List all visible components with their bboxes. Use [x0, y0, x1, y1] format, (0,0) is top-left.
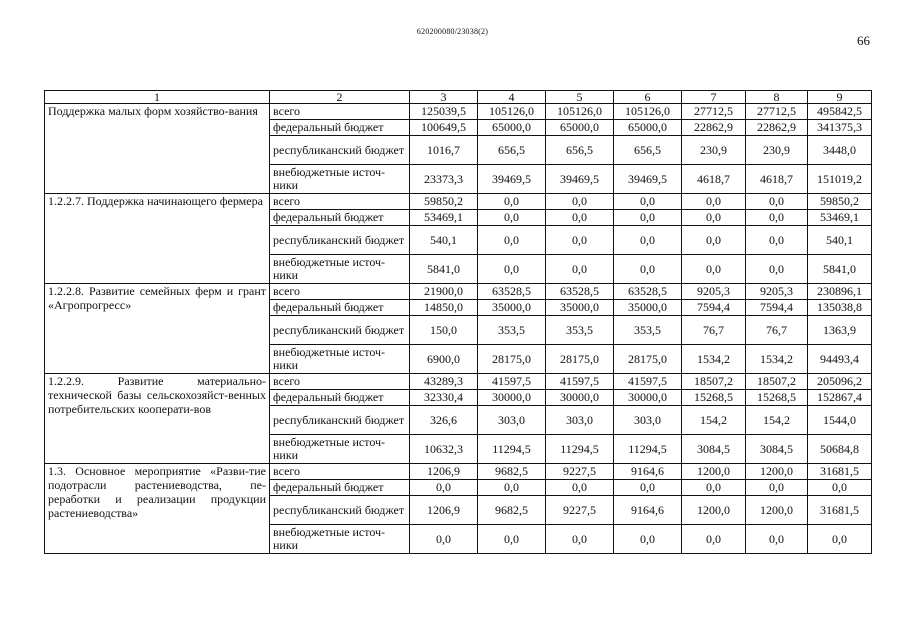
- value-cell: 7594,4: [746, 300, 808, 316]
- value-cell: 39469,5: [478, 165, 546, 194]
- value-cell: 43289,3: [410, 374, 478, 390]
- value-cell: 94493,4: [808, 345, 872, 374]
- value-cell: 15268,5: [682, 390, 746, 406]
- value-cell: 540,1: [410, 226, 478, 255]
- value-cell: 30000,0: [546, 390, 614, 406]
- funding-source-cell: федеральный бюджет: [270, 210, 410, 226]
- value-cell: 27712,5: [682, 104, 746, 120]
- value-cell: 4618,7: [746, 165, 808, 194]
- funding-source-cell: внебюджетные источ-ники: [270, 345, 410, 374]
- value-cell: 0,0: [746, 525, 808, 554]
- value-cell: 76,7: [746, 316, 808, 345]
- table-body: [45, 104, 872, 554]
- value-cell: 10632,3: [410, 435, 478, 464]
- value-cell: 656,5: [478, 136, 546, 165]
- value-cell: 3448,0: [808, 136, 872, 165]
- value-cell: 28175,0: [614, 345, 682, 374]
- value-cell: 1206,9: [410, 496, 478, 525]
- value-cell: 41597,5: [614, 374, 682, 390]
- value-cell: 11294,5: [478, 435, 546, 464]
- value-cell: 65000,0: [614, 120, 682, 136]
- value-cell: 9164,6: [614, 496, 682, 525]
- value-cell: 1200,0: [682, 496, 746, 525]
- column-number-row: [45, 91, 872, 104]
- value-cell: 205096,2: [808, 374, 872, 390]
- column-header: 9: [808, 91, 872, 104]
- value-cell: 50684,8: [808, 435, 872, 464]
- table-row: [45, 104, 872, 120]
- program-name-cell: 1.3. Основное мероприятие «Разви-тие подотрасли растениеводства, пе-реработки и реализации продукции растениеводства»: [45, 464, 270, 554]
- funding-source-cell: республиканский бюджет: [270, 226, 410, 255]
- value-cell: 0,0: [614, 525, 682, 554]
- table-row: [45, 464, 872, 480]
- value-cell: 63528,5: [546, 284, 614, 300]
- value-cell: 6900,0: [410, 345, 478, 374]
- page-number: 66: [857, 33, 870, 48]
- value-cell: 9205,3: [682, 284, 746, 300]
- column-header: 3: [410, 91, 478, 104]
- value-cell: 0,0: [614, 226, 682, 255]
- value-cell: 154,2: [682, 406, 746, 435]
- value-cell: 65000,0: [478, 120, 546, 136]
- value-cell: 353,5: [614, 316, 682, 345]
- funding-source-cell: федеральный бюджет: [270, 480, 410, 496]
- value-cell: 18507,2: [682, 374, 746, 390]
- value-cell: 53469,1: [410, 210, 478, 226]
- value-cell: 23373,3: [410, 165, 478, 194]
- value-cell: 22862,9: [682, 120, 746, 136]
- value-cell: 7594,4: [682, 300, 746, 316]
- value-cell: 28175,0: [478, 345, 546, 374]
- value-cell: 11294,5: [614, 435, 682, 464]
- value-cell: 656,5: [614, 136, 682, 165]
- value-cell: 1544,0: [808, 406, 872, 435]
- value-cell: 9227,5: [546, 464, 614, 480]
- value-cell: 0,0: [546, 210, 614, 226]
- value-cell: 0,0: [808, 525, 872, 554]
- value-cell: 0,0: [546, 255, 614, 284]
- value-cell: 76,7: [682, 316, 746, 345]
- value-cell: 0,0: [746, 210, 808, 226]
- value-cell: 0,0: [546, 480, 614, 496]
- value-cell: 0,0: [746, 480, 808, 496]
- value-cell: 65000,0: [546, 120, 614, 136]
- value-cell: 0,0: [478, 255, 546, 284]
- column-header: 8: [746, 91, 808, 104]
- value-cell: 1200,0: [746, 464, 808, 480]
- value-cell: 32330,4: [410, 390, 478, 406]
- value-cell: 540,1: [808, 226, 872, 255]
- value-cell: 53469,1: [808, 210, 872, 226]
- value-cell: 0,0: [682, 255, 746, 284]
- value-cell: 0,0: [614, 480, 682, 496]
- funding-source-cell: внебюджетные источ-ники: [270, 165, 410, 194]
- program-name-cell: 1.2.2.8. Развитие семейных ферм и грант «Агропрогресс»: [45, 284, 270, 374]
- value-cell: 9227,5: [546, 496, 614, 525]
- value-cell: 30000,0: [614, 390, 682, 406]
- value-cell: 303,0: [546, 406, 614, 435]
- value-cell: 0,0: [614, 210, 682, 226]
- value-cell: 41597,5: [546, 374, 614, 390]
- value-cell: 35000,0: [614, 300, 682, 316]
- value-cell: 152867,4: [808, 390, 872, 406]
- funding-source-cell: федеральный бюджет: [270, 120, 410, 136]
- value-cell: 27712,5: [746, 104, 808, 120]
- value-cell: 4618,7: [682, 165, 746, 194]
- value-cell: 15268,5: [746, 390, 808, 406]
- value-cell: 5841,0: [410, 255, 478, 284]
- value-cell: 353,5: [478, 316, 546, 345]
- program-name-cell: 1.2.2.7. Поддержка начинающего фермера: [45, 194, 270, 284]
- value-cell: 1200,0: [682, 464, 746, 480]
- value-cell: 0,0: [682, 210, 746, 226]
- value-cell: 105126,0: [614, 104, 682, 120]
- value-cell: 41597,5: [478, 374, 546, 390]
- funding-source-cell: всего: [270, 104, 410, 120]
- value-cell: 3084,5: [682, 435, 746, 464]
- value-cell: 21900,0: [410, 284, 478, 300]
- budget-table: [44, 90, 872, 554]
- value-cell: 9205,3: [746, 284, 808, 300]
- value-cell: 303,0: [478, 406, 546, 435]
- value-cell: 0,0: [746, 226, 808, 255]
- column-header: 4: [478, 91, 546, 104]
- value-cell: 63528,5: [478, 284, 546, 300]
- funding-source-cell: республиканский бюджет: [270, 136, 410, 165]
- value-cell: 151019,2: [808, 165, 872, 194]
- value-cell: 0,0: [614, 194, 682, 210]
- value-cell: 0,0: [478, 480, 546, 496]
- column-header: 2: [270, 91, 410, 104]
- table-row: [45, 374, 872, 390]
- value-cell: 11294,5: [546, 435, 614, 464]
- value-cell: 1200,0: [746, 496, 808, 525]
- value-cell: 0,0: [682, 480, 746, 496]
- program-name-cell: 1.2.2.9. Развитие материально-технической базы сельскохозяйст-венных потребительских кооперати-вов: [45, 374, 270, 464]
- value-cell: 18507,2: [746, 374, 808, 390]
- value-cell: 105126,0: [478, 104, 546, 120]
- funding-source-cell: внебюджетные источ-ники: [270, 435, 410, 464]
- column-header: 7: [682, 91, 746, 104]
- program-name-cell: Поддержка малых форм хозяйство-вания: [45, 104, 270, 194]
- value-cell: 100649,5: [410, 120, 478, 136]
- value-cell: 59850,2: [410, 194, 478, 210]
- value-cell: 63528,5: [614, 284, 682, 300]
- value-cell: 0,0: [546, 525, 614, 554]
- value-cell: 1534,2: [682, 345, 746, 374]
- value-cell: 0,0: [746, 255, 808, 284]
- funding-source-cell: республиканский бюджет: [270, 496, 410, 525]
- funding-source-cell: всего: [270, 284, 410, 300]
- value-cell: 0,0: [478, 525, 546, 554]
- funding-source-cell: федеральный бюджет: [270, 390, 410, 406]
- funding-source-cell: всего: [270, 464, 410, 480]
- value-cell: 495842,5: [808, 104, 872, 120]
- value-cell: 135038,8: [808, 300, 872, 316]
- funding-source-cell: республиканский бюджет: [270, 406, 410, 435]
- value-cell: 303,0: [614, 406, 682, 435]
- value-cell: 230,9: [746, 136, 808, 165]
- table-row: [45, 194, 872, 210]
- value-cell: 0,0: [614, 255, 682, 284]
- value-cell: 5841,0: [808, 255, 872, 284]
- value-cell: 14850,0: [410, 300, 478, 316]
- funding-source-cell: внебюджетные источ-ники: [270, 255, 410, 284]
- value-cell: 326,6: [410, 406, 478, 435]
- value-cell: 125039,5: [410, 104, 478, 120]
- value-cell: 0,0: [478, 194, 546, 210]
- funding-source-cell: всего: [270, 194, 410, 210]
- value-cell: 9682,5: [478, 464, 546, 480]
- column-header: 5: [546, 91, 614, 104]
- value-cell: 39469,5: [546, 165, 614, 194]
- value-cell: 35000,0: [478, 300, 546, 316]
- value-cell: 28175,0: [546, 345, 614, 374]
- value-cell: 0,0: [410, 525, 478, 554]
- value-cell: 59850,2: [808, 194, 872, 210]
- value-cell: 0,0: [682, 226, 746, 255]
- value-cell: 230896,1: [808, 284, 872, 300]
- value-cell: 150,0: [410, 316, 478, 345]
- funding-source-cell: всего: [270, 374, 410, 390]
- value-cell: 0,0: [546, 194, 614, 210]
- column-header: 1: [45, 91, 270, 104]
- value-cell: 0,0: [546, 226, 614, 255]
- value-cell: 154,2: [746, 406, 808, 435]
- value-cell: 656,5: [546, 136, 614, 165]
- column-header: 6: [614, 91, 682, 104]
- table-row: [45, 284, 872, 300]
- funding-source-cell: республиканский бюджет: [270, 316, 410, 345]
- value-cell: 3084,5: [746, 435, 808, 464]
- value-cell: 31681,5: [808, 496, 872, 525]
- value-cell: 0,0: [746, 194, 808, 210]
- value-cell: 0,0: [478, 210, 546, 226]
- value-cell: 353,5: [546, 316, 614, 345]
- value-cell: 1206,9: [410, 464, 478, 480]
- value-cell: 0,0: [808, 480, 872, 496]
- value-cell: 0,0: [682, 194, 746, 210]
- value-cell: 9164,6: [614, 464, 682, 480]
- value-cell: 30000,0: [478, 390, 546, 406]
- value-cell: 22862,9: [746, 120, 808, 136]
- value-cell: 0,0: [478, 226, 546, 255]
- value-cell: 1016,7: [410, 136, 478, 165]
- value-cell: 105126,0: [546, 104, 614, 120]
- value-cell: 341375,3: [808, 120, 872, 136]
- value-cell: 35000,0: [546, 300, 614, 316]
- value-cell: 1534,2: [746, 345, 808, 374]
- value-cell: 39469,5: [614, 165, 682, 194]
- funding-source-cell: внебюджетные источ-ники: [270, 525, 410, 554]
- value-cell: 0,0: [410, 480, 478, 496]
- value-cell: 230,9: [682, 136, 746, 165]
- value-cell: 9682,5: [478, 496, 546, 525]
- document-id: 620200080/23038(2): [416, 27, 489, 36]
- value-cell: 0,0: [682, 525, 746, 554]
- value-cell: 31681,5: [808, 464, 872, 480]
- value-cell: 1363,9: [808, 316, 872, 345]
- funding-source-cell: федеральный бюджет: [270, 300, 410, 316]
